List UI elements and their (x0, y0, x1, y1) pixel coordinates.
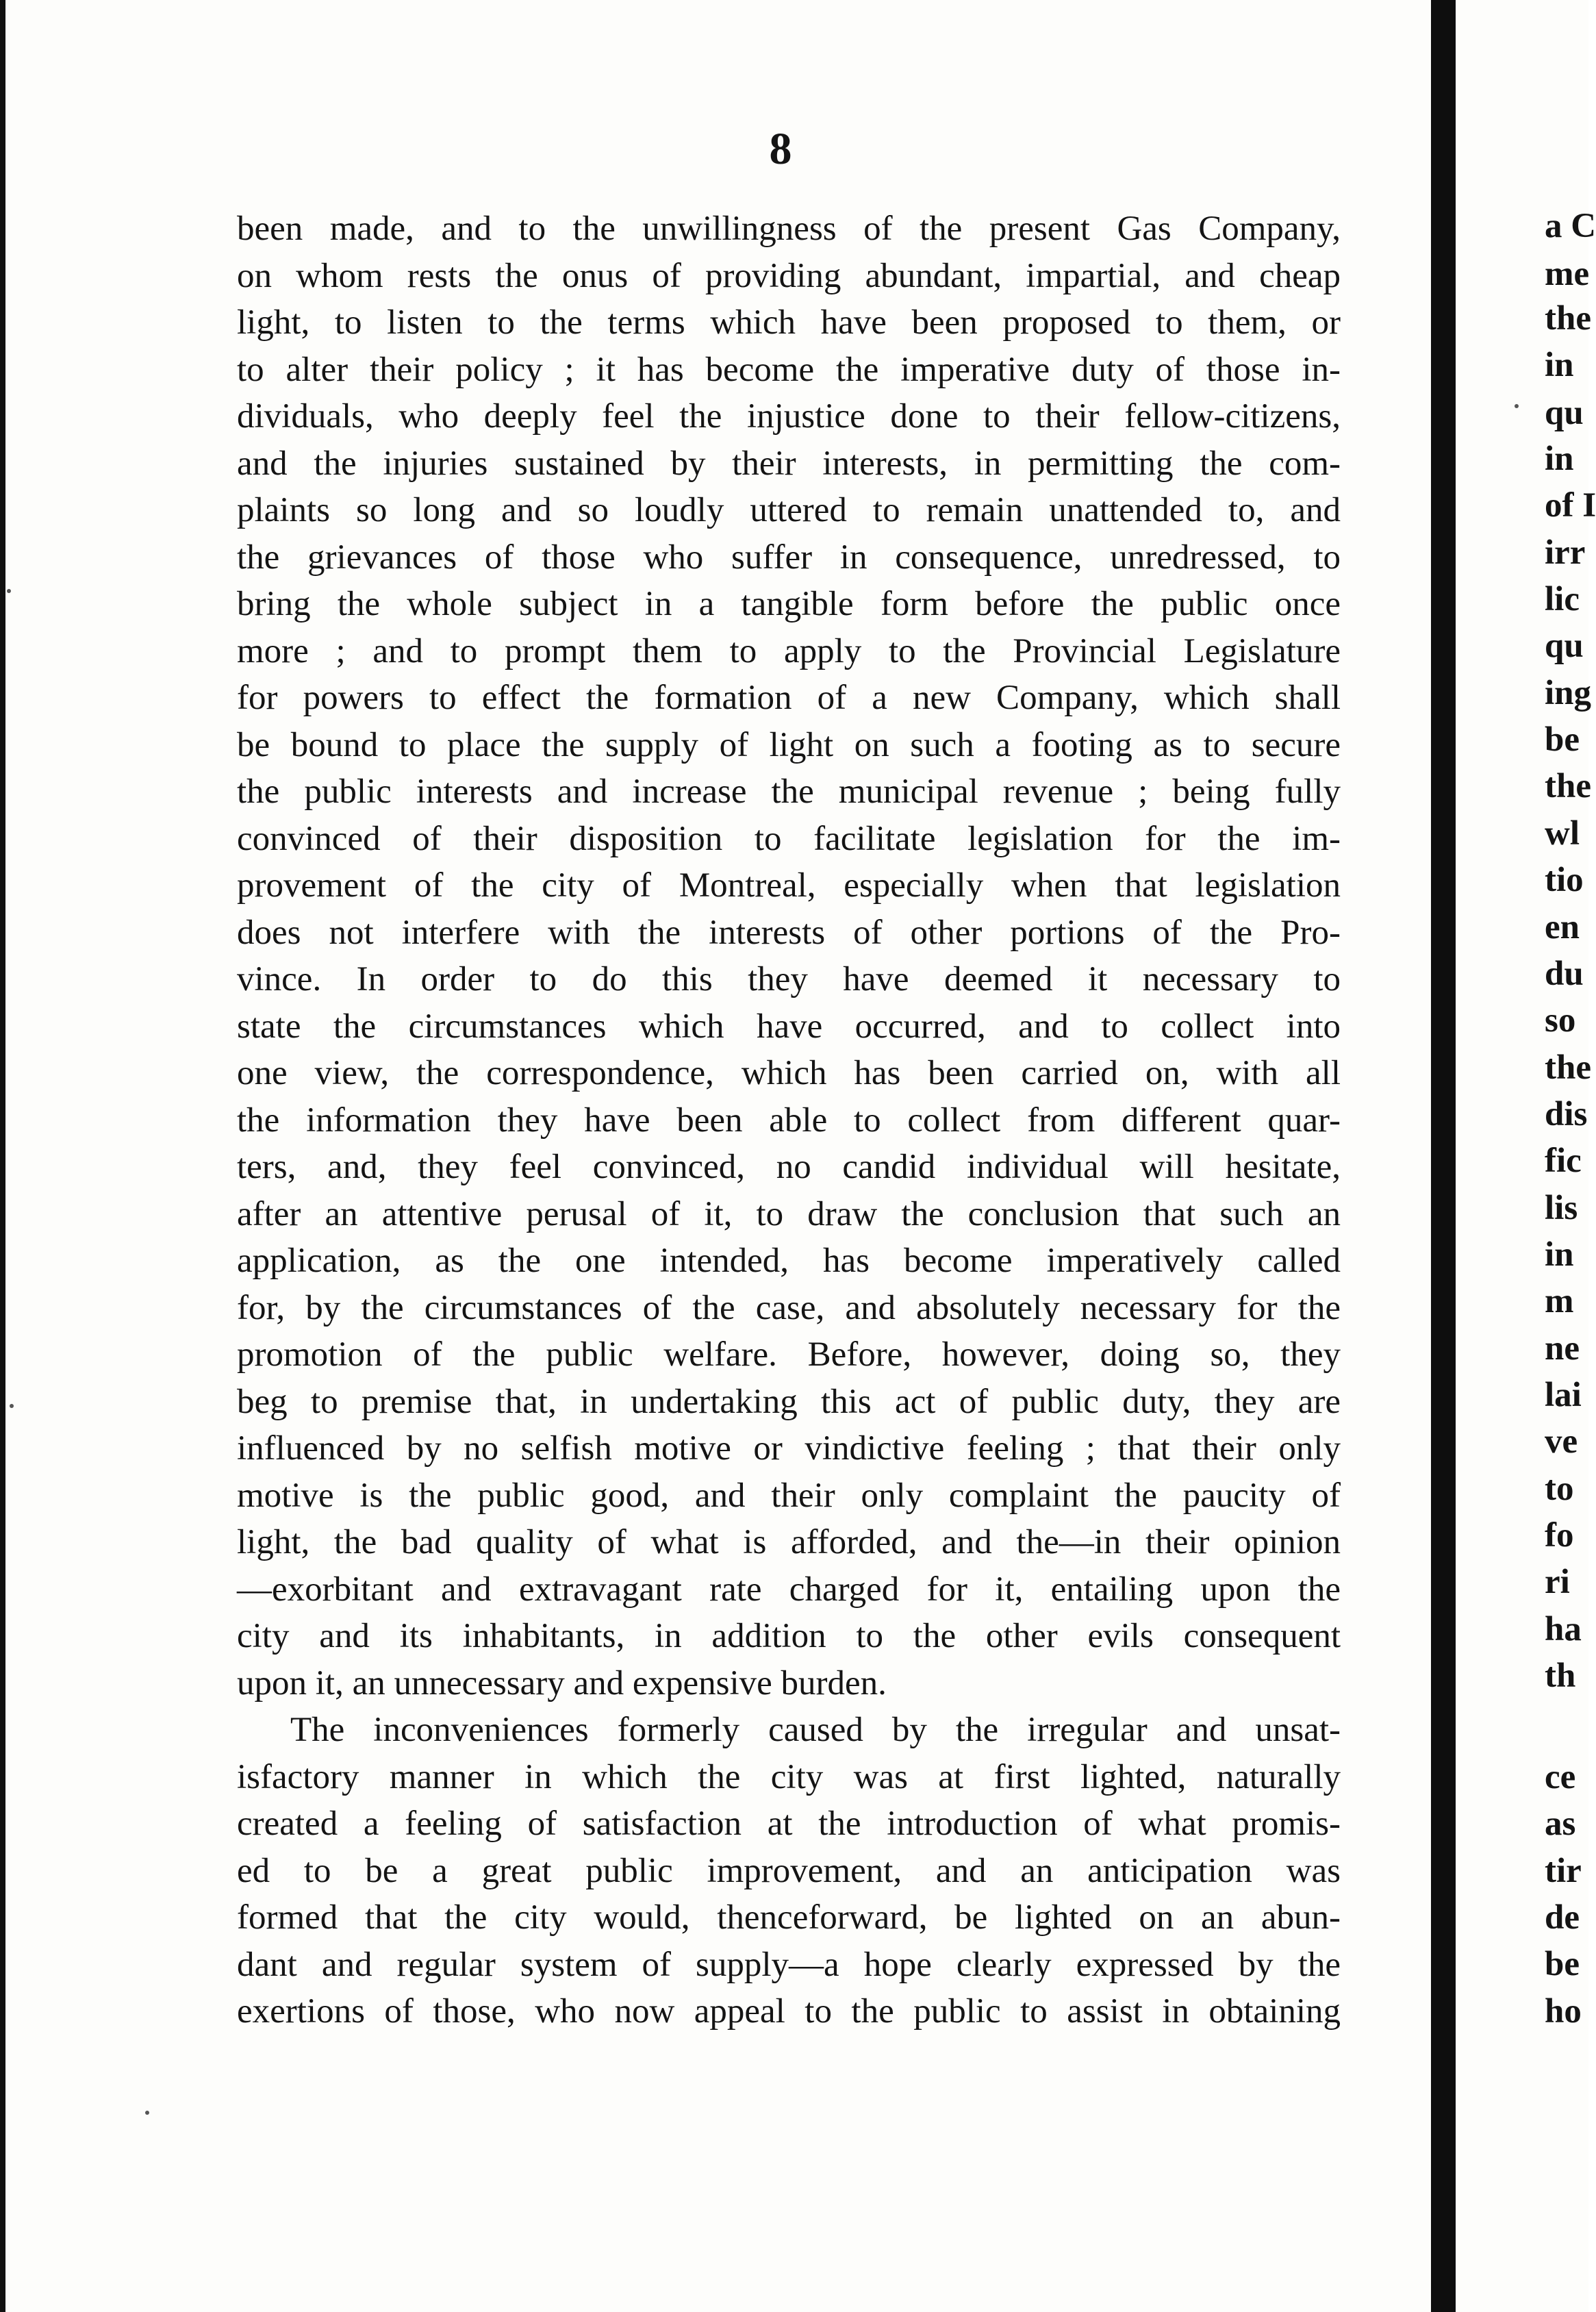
facing-page-fragment: so (1545, 1001, 1576, 1040)
facing-page-fragment: du (1545, 955, 1584, 993)
text-line: and the injuries sustained by their interests, in permitting the com- (237, 444, 1341, 483)
text-line: convinced of their disposition to facilitate legislation for the im- (237, 819, 1341, 858)
text-line: the public interests and increase the municipal revenue ; being fully (237, 772, 1341, 811)
facing-page-fragment: ha (1545, 1610, 1582, 1648)
text-line: formed that the city would, thenceforward, be lighted on an abun- (237, 1898, 1341, 1937)
text-line: more ; and to prompt them to apply to the Provincial Legislature (237, 631, 1341, 670)
facing-page-fragment: the (1545, 299, 1591, 338)
facing-page-fragment: as (1545, 1805, 1576, 1843)
text-line: after an attentive perusal of it, to draw the conclusion that such an (237, 1194, 1341, 1233)
text-line: light, to listen to the terms which have been proposed to them, or (237, 303, 1341, 342)
scan-speck (7, 589, 11, 593)
facing-page-fragment: th (1545, 1657, 1576, 1695)
text-line: bring the whole subject in a tangible form before the public once (237, 585, 1341, 623)
facing-page-fragment: en (1545, 908, 1580, 946)
text-line: to alter their policy ; it has become the imperative duty of those in- (237, 350, 1341, 389)
text-line: beg to premise that, in undertaking this act of public duty, they are (237, 1382, 1341, 1421)
facing-page-fragment: be (1545, 1945, 1580, 1983)
facing-page-fragment: of I (1545, 486, 1596, 525)
facing-page-fragment: de (1545, 1898, 1580, 1937)
facing-page-fragment: dis (1545, 1095, 1588, 1133)
scan-speck (1515, 404, 1519, 408)
text-line: ters, and, they feel convinced, no candid individual will hesitate, (237, 1148, 1341, 1186)
text-line: isfactory manner in which the city was at first lighted, naturally (237, 1757, 1341, 1796)
text-line: the information they have been able to collect from different quar- (237, 1101, 1341, 1140)
page-number: 8 (769, 124, 792, 174)
facing-page-fragment: a C (1545, 207, 1596, 245)
facing-page-fragment: ce (1545, 1758, 1576, 1796)
facing-page-fragment: ri (1545, 1563, 1570, 1601)
facing-page-fragment: fo (1545, 1516, 1574, 1555)
text-line: city and its inhabitants, in addition to the other evils consequent (237, 1617, 1341, 1655)
facing-page-fragment: tir (1545, 1852, 1582, 1890)
text-line: does not interfere with the interests of other portions of the Pro- (237, 913, 1341, 952)
text-line: for powers to effect the formation of a new Company, which shall (237, 679, 1341, 717)
text-line: application, as the one intended, has become imperatively called (237, 1242, 1341, 1280)
page-gutter (1431, 0, 1456, 2312)
facing-page-fragment: ve (1545, 1422, 1578, 1461)
text-line: created a feeling of satisfaction at the introduction of what promis- (237, 1805, 1341, 1843)
text-line: ed to be a great public improvement, and an anticipation was (237, 1851, 1341, 1890)
text-line: dividuals, who deeply feel the injustice done to their fellow-citizens, (237, 397, 1341, 436)
facing-page-fragment: lai (1545, 1376, 1582, 1414)
facing-page-fragment: to (1545, 1470, 1574, 1508)
facing-page-fragment: m (1545, 1282, 1574, 1320)
facing-page-fragment: ing (1545, 674, 1592, 712)
facing-page-fragment: the (1545, 1048, 1591, 1087)
text-line: light, the bad quality of what is afforded, and the—in their opinion (237, 1523, 1341, 1561)
text-line: The inconveniences formerly caused by the irregular and unsat- (290, 1711, 1341, 1749)
text-line: exertions of those, who now appeal to the public to assist in obtaining (237, 1992, 1341, 2031)
text-line: motive is the public good, and their only complaint the paucity of (237, 1476, 1341, 1515)
facing-page-fragment: wl (1545, 814, 1580, 853)
text-line: one view, the correspondence, which has been carried on, with all (237, 1054, 1341, 1092)
facing-page-fragment: tio (1545, 861, 1584, 899)
scan-speck (10, 1404, 14, 1408)
facing-page-fragment: ne (1545, 1329, 1580, 1368)
facing-page-fragment: the (1545, 767, 1591, 805)
facing-page-fragment: in (1545, 440, 1574, 478)
text-line: promotion of the public welfare. Before, however, doing so, they (237, 1335, 1341, 1374)
facing-page-fragment: lic (1545, 580, 1580, 618)
facing-page-fragment: ho (1545, 1992, 1582, 2031)
facing-page-fragment: in (1545, 346, 1574, 384)
facing-page-fragment: be (1545, 720, 1580, 759)
text-line: dant and regular system of supply—a hope clearly expressed by the (237, 1945, 1341, 1984)
text-line: upon it, an unnecessary and expensive burden. (237, 1663, 887, 1702)
body-text (237, 205, 1341, 2035)
text-line: on whom rests the onus of providing abundant, impartial, and cheap (237, 256, 1341, 295)
text-line: the grievances of those who suffer in consequence, unredressed, to (237, 538, 1341, 577)
facing-page-fragment: lis (1545, 1189, 1578, 1227)
facing-page-fragment: in (1545, 1235, 1574, 1274)
text-line: —exorbitant and extravagant rate charged for it, entailing upon the (237, 1570, 1341, 1609)
text-line: provement of the city of Montreal, especially when that legislation (237, 866, 1341, 905)
text-line: state the circumstances which have occurred, and to collect into (237, 1007, 1341, 1046)
facing-page-fragment: irr (1545, 533, 1586, 572)
text-line: for, by the circumstances of the case, and absolutely necessary for the (237, 1288, 1341, 1327)
scan-left-edge (0, 0, 5, 2312)
text-line: influenced by no selfish motive or vindictive feeling ; that their only (237, 1429, 1341, 1468)
text-line: been made, and to the unwillingness of the present Gas Company, (237, 210, 1341, 248)
scan-speck (145, 2111, 149, 2115)
facing-page-fragment: me (1545, 255, 1590, 293)
facing-page (1456, 0, 1596, 2312)
facing-page-fragment: fic (1545, 1142, 1582, 1180)
text-line: vince. In order to do this they have deemed it necessary to (237, 960, 1341, 998)
text-line: plaints so long and so loudly uttered to remain unattended to, and (237, 491, 1341, 529)
facing-page-fragment: qu (1545, 394, 1584, 432)
text-line: be bound to place the supply of light on such a footing as to secure (237, 725, 1341, 764)
facing-page-fragment: qu (1545, 627, 1584, 665)
